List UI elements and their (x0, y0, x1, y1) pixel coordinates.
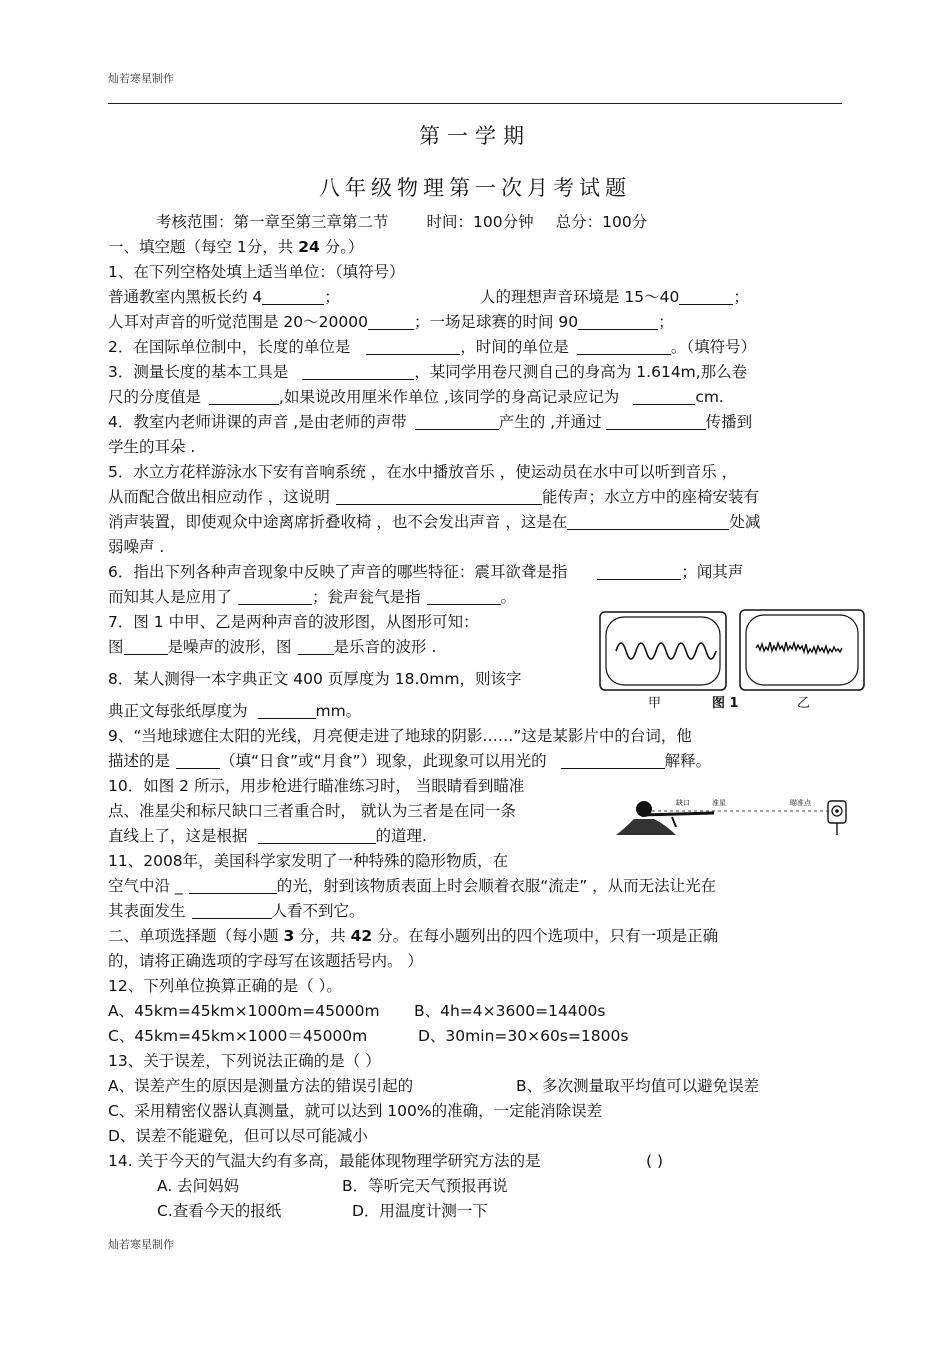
footer-maker: 灿若寒星制作 (108, 1238, 174, 1251)
exam-info (156, 212, 647, 232)
q1-line1: 普通教室内黑板长约 4 ； (108, 288, 340, 306)
q3-blank-division[interactable] (209, 389, 279, 405)
q6-blank-2[interactable] (238, 589, 312, 605)
q14-option-a[interactable]: A. 去问妈妈 (157, 1177, 240, 1195)
q13-option-b[interactable]: B、多次测量取平均值可以避免误差 (516, 1077, 760, 1095)
exam-time: 时间：100分钟 (426, 213, 534, 231)
target-icon (828, 801, 846, 835)
fig2-label-notch: 缺口 (676, 799, 690, 807)
q13-option-c[interactable]: C、采用精密仪器认真测量，就可以达到 100%的准确，一定能消除误差 (108, 1102, 603, 1120)
q8-line2: 典正文每张纸厚度为 mm。 (108, 702, 362, 720)
oscilloscope-jia (600, 612, 726, 690)
q11-blank-propagation[interactable] (189, 878, 277, 894)
q11-line2: 空气中沿 _ 的光，射到该物质表面上时会顺着衣服“流走” ，从而无法让光在 (108, 877, 717, 895)
q4-line2: 学生的耳朵 . (108, 438, 196, 456)
q12-option-a[interactable]: A、45km=45km×1000m=45000m (108, 1002, 380, 1020)
q5-line1: 5．水立方花样游泳水下安有音响系统 ，在水中播放音乐 ，使运动员在水中可以听到音乐 ， (108, 463, 738, 481)
shooter-icon (616, 801, 714, 835)
q4-blank-medium[interactable] (606, 414, 706, 430)
q5-line2: 从而配合做出相应动作 ，这说明 能传声；水立方中的座椅安装有 (108, 488, 759, 506)
section2-heading-line2: 的，请将正确选项的字母写在该题括号内。 ） (108, 952, 423, 970)
q6-line2: 而知其人是应用了 ；瓮声瓮气是指 。 (108, 588, 517, 606)
header-maker: 灿若寒星制作 (108, 72, 174, 85)
q10-line1: 10．如图 2 所示，用步枪进行瞄准练习时， 当眼睛看到瞄准 (108, 777, 525, 795)
q9-line1: 9、“当地球遮住太阳的光线，月亮便走进了地球的阴影……”这是某影片中的台词，他 (108, 727, 692, 745)
q12-option-b[interactable]: B、4h=4×3600=14400s (414, 1002, 606, 1020)
q9-line2: 描述的是 （填“日食”或“月食”）现象，此现象可以用光的 解释。 (108, 752, 712, 770)
q4-blank-vibration[interactable] (415, 414, 499, 430)
q8-line1: 8．某人测得一本字典正文 400 页厚度为 18.0mm，则该字 (108, 670, 522, 688)
q11-line1: 11、2008年，美国科学家发明了一种特殊的隐形物质，在 (108, 852, 509, 870)
q3-blank-cm[interactable] (633, 389, 695, 405)
exam-scope: 考核范围：第一章至第三章第二节 (156, 213, 389, 231)
exam-total: 总分：100分 (555, 213, 648, 231)
fig2-label-target-point: 瞄准点 (790, 799, 811, 807)
fig1-label-yi: 乙 (797, 696, 811, 711)
q6-blank-3[interactable] (427, 589, 501, 605)
q13-option-d[interactable]: D、误差不能避免，但可以尽可能减小 (108, 1127, 368, 1145)
q4-line1: 4．教室内老师讲课的声音 ,是由老师的声带 产生的 ,并通过 传播到 (108, 413, 753, 431)
q7-line1: 7．图 1 中甲、乙是两种声音的波形图，从图形可知： (108, 613, 479, 631)
q12-option-d[interactable]: D、30min=30×60s=1800s (418, 1027, 629, 1045)
section1-heading: 一、填空题（每空 1分，共 24 分。） (108, 238, 364, 256)
q2: 2．在国际单位制中，长度的单位是 ，时间的单位是 。（填符号） (108, 338, 757, 356)
q7-blank-music[interactable] (298, 639, 334, 655)
q3-line2: 尺的分度值是 ,如果说改用厘米作单位 ,该同学的身高记录应记为 cm. (108, 388, 724, 406)
term-title: 第一学期 (419, 124, 531, 148)
q13-option-a[interactable]: A、误差产生的原因是测量方法的错误引起的 (108, 1077, 414, 1095)
q13-stem: 13、关于误差，下列说法正确的是（ ） (108, 1052, 381, 1070)
q3-blank-tool[interactable] (302, 364, 414, 380)
oscilloscope-yi (740, 610, 864, 690)
q10-line2: 点、准星尖和标尺缺口三者重合时， 就认为三者是在同一条 (108, 802, 516, 820)
q14-answer-paren[interactable]: ( ) (646, 1152, 664, 1170)
q8-blank-thickness[interactable] (258, 703, 316, 719)
fig1-caption: 图 1 (712, 696, 739, 711)
q3-line1: 3．测量长度的基本工具是 ，某同学用卷尺测自己的身高为 1.614m,那么卷 (108, 363, 748, 381)
fig1-label-jia: 甲 (648, 696, 662, 711)
header-rule (108, 103, 842, 104)
q1-blank-b[interactable] (679, 289, 733, 305)
q2-blank-length[interactable] (366, 339, 460, 355)
q10-blank-principle[interactable] (258, 828, 376, 844)
q1-line2: 人耳对声音的听觉范围是 20～20000 ；一场足球赛的时间 90 ； (108, 313, 674, 331)
q5-line4: 弱噪声 . (108, 538, 165, 556)
q11-line3: 其表面发生 人看不到它。 (108, 902, 365, 920)
q1-line1b: 人的理想声音环境是 15～40 ； (480, 288, 749, 306)
figure-2-rifle-aiming (614, 795, 854, 845)
q1-stem: 1、在下列空格处填上适当单位：（填符号） (108, 263, 405, 281)
q10-line3: 直线上了，这是根据 的道理. (108, 827, 427, 845)
q2-blank-time[interactable] (577, 339, 671, 355)
q14-stem: 14. 关于今天的气温大约有多高，最能体现物理学研究方法的是 (108, 1152, 541, 1170)
q12-option-c[interactable]: C、45km=45km×1000＝45000m (108, 1027, 368, 1045)
exam-title: 八年级物理第一次月考试题 (319, 176, 631, 200)
fig2-label-front-sight: 准星 (712, 799, 726, 807)
q14-option-d[interactable]: D．用温度计测一下 (352, 1202, 488, 1220)
q5-blank-medium[interactable] (336, 489, 542, 505)
q6-line1: 6．指出下列各种声音现象中反映了声音的哪些特征：震耳欲聋是指 ；闻其声 (108, 563, 744, 581)
q5-line3: 消声装置，即使观众中途离席折叠收椅 ，也不会发出声音 ，这是在 处减 (108, 513, 761, 531)
q7-line2: 图 是噪声的波形，图 是乐音的波形 . (108, 638, 437, 656)
section2-heading: 二、单项选择题（每小题 3 分，共 42 分。在每小题列出的四个选项中，只有一项是正确 (108, 927, 719, 945)
q12-stem: 12、下列单位换算正确的是（ ）。 (108, 977, 342, 995)
q1-blank-d[interactable] (578, 314, 658, 330)
q1-blank-a[interactable] (262, 289, 324, 305)
q11-blank-reflection[interactable] (192, 903, 272, 919)
q9-blank-eclipse[interactable] (176, 753, 220, 769)
q6-blank-1[interactable] (597, 564, 681, 580)
q5-blank-place[interactable] (567, 514, 729, 530)
q14-option-b[interactable]: B．等听完天气预报再说 (342, 1177, 508, 1195)
q9-blank-principle[interactable] (561, 753, 665, 769)
q14-option-c[interactable]: C.查看今天的报纸 (157, 1202, 282, 1220)
q7-blank-noise[interactable] (124, 639, 168, 655)
q1-blank-c[interactable] (368, 314, 414, 330)
